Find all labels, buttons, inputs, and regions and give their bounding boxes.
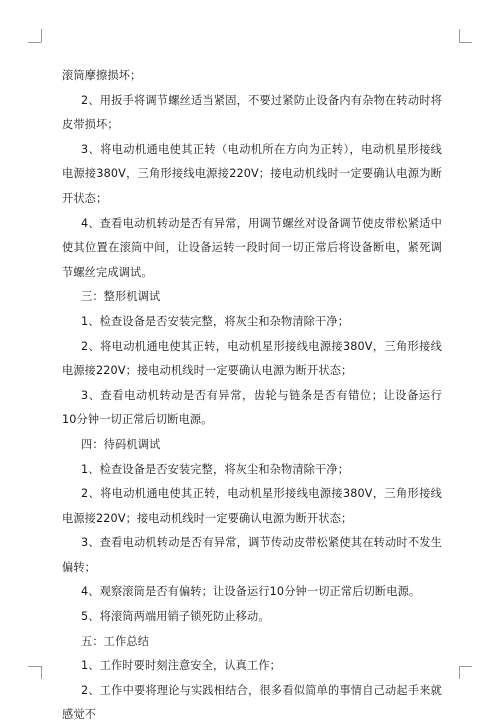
paragraph: 4、观察滚筒是否有偏转；让设备运行10分钟一切正常后切断电源。: [81, 585, 421, 599]
paragraph: 3、查看电动机转动是否有异常，齿轮与链条是否有错位；让设备运行10分钟一切正常后切断电源。: [62, 388, 442, 427]
section-heading: 五：工作总结: [81, 634, 150, 648]
paragraph: 2、将电动机通电使其正转，电动机星形接线电源接380V，三角形接线电源接220V；接电动机线时一定要确认电源为断开状态；: [62, 487, 442, 525]
crop-mark-bottom-left-h: [28, 666, 41, 667]
paragraph: 5、将滚筒两端用销子锁死防止移动。: [81, 610, 270, 624]
document-body: [62, 64, 442, 728]
paragraph: 滚筒摩擦损坏；: [62, 69, 142, 82]
crop-mark-top-right-v: [459, 29, 460, 42]
paragraph: 1、检查设备是否安装完整，将灰尘和杂物清除干净；: [81, 462, 350, 476]
crop-mark-bottom-right-v: [459, 666, 460, 679]
paragraph: 3、查看电动机转动是否有异常，调节传动皮带松紧使其在转动时不发生偏转；: [62, 536, 442, 574]
paragraph: 3、将电动机通电使其正转（电动机所在方向为正转），电动机星形接线电源接380V，三角形接线电源接220V；接电动机线时一定要确认电源为断开状态；: [62, 142, 442, 205]
section-heading: 四：待码机调试: [81, 437, 161, 451]
paragraph: 2、将电动机通电使其正转，电动机星形接线电源接380V，三角形接线电源接220V；接电动机线时一定要确认电源为断开状态；: [62, 339, 442, 378]
paragraph: 1、检查设备是否安装完整，将灰尘和杂物清除干净；: [81, 314, 350, 328]
section-heading: 三：整形机调试: [81, 290, 161, 304]
paragraph: 1、工作时要时刻注意安全，认真工作；: [81, 659, 282, 673]
crop-mark-top-right-h: [459, 42, 472, 43]
crop-mark-bottom-left-v: [41, 666, 42, 679]
paragraph: 2、工作中要将理论与实践相结合，很多看似简单的事情自己动起手来就感觉不: [62, 683, 442, 722]
paragraph: 4、查看电动机转动是否有异常，用调节螺丝对设备调节使皮带松紧适中使其位置在滚筒中间，让设备运转一段时间一切正常后将设备断电，紧死调节螺丝完成调试。: [62, 216, 442, 279]
paragraph: 2、用扳手将调节螺丝适当紧固，不要过紧防止设备内有杂物在转动时将皮带损坏；: [62, 93, 442, 132]
crop-mark-top-left-h: [28, 42, 41, 43]
crop-mark-bottom-right-h: [459, 666, 472, 667]
crop-mark-top-left-v: [41, 29, 42, 42]
